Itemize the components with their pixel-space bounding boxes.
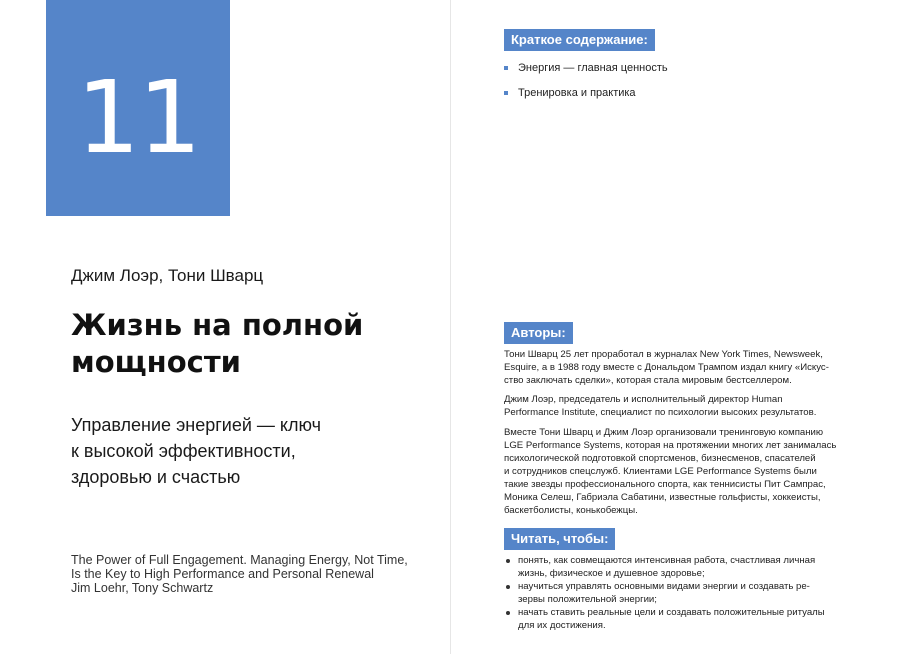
author-bio-paragraph <box>504 393 844 419</box>
original-title-line: The Power of Full Engagement. Managing Energy, Not Time, <box>71 553 408 567</box>
summary-list <box>504 57 668 107</box>
bio-line: Джим Лоэр, председатель и исполнительный директор Human <box>504 394 783 405</box>
bio-line: и сотрудников спецслужб. Клиентами LGE Performance Systems были <box>504 466 817 477</box>
book-subtitle-line: к высокой эффективности, <box>71 441 296 461</box>
bio-line: Тони Шварц 25 лет проработал в журналах New York Times, Newsweek, <box>504 349 823 360</box>
bio-line: Вместе Тони Шварц и Джим Лоэр организовали тренинговую компанию <box>504 427 824 438</box>
chapter-number: 11 <box>76 59 200 176</box>
bio-line: Esquire, а в 1988 году вместе с Дональдом Трампом издал книгу «Искус- <box>504 362 829 373</box>
summary-item[interactable] <box>504 57 668 82</box>
read-to-line: начать ставить реальные цели и создавать положительные ритуалы <box>518 607 825 618</box>
bio-line: Моника Селеш, Габриэла Сабатини, известные гольфисты, хоккеисты, <box>504 492 821 503</box>
read-to-item <box>504 606 844 632</box>
bio-line: психологической подготовкой спортсменов, бизнесменов, спасателей <box>504 453 816 464</box>
bio-line: Performance Institute, специалист по психологии высоких результатов. <box>504 407 817 418</box>
bio-line: такие звезды профессионального спорта, как теннисисты Пит Сампрас, <box>504 479 826 490</box>
original-title <box>71 553 451 595</box>
read-to-list <box>504 554 844 632</box>
author-bio-paragraph <box>504 426 844 517</box>
read-to-line: зервы положительной энергии; <box>518 594 657 605</box>
bio-line: ство заключать сделки», которая стала мировым бестселлером. <box>504 375 792 386</box>
read-to-line: для их достижения. <box>518 620 606 631</box>
read-to-line: научиться управлять основными видами энергии и создавать ре- <box>518 581 810 592</box>
bullet-icon <box>506 611 510 615</box>
bio-line: LGE Performance Systems, которая на протяжении многих лет занималась <box>504 440 837 451</box>
bullet-icon <box>506 559 510 563</box>
book-subtitle-line: здоровью и счастью <box>71 467 241 487</box>
chapter-number-block <box>46 0 230 216</box>
original-authors-line: Jim Loehr, Tony Schwartz <box>71 581 214 595</box>
bullet-icon <box>506 585 510 589</box>
summary-heading: Краткое содержание: <box>504 29 655 51</box>
summary-item-label: Тренировка и практика <box>518 87 636 99</box>
book-title-line: мощности <box>71 345 241 379</box>
read-to-item <box>504 554 844 580</box>
summary-item-label: Энергия — главная ценность <box>518 62 668 74</box>
read-to-heading: Читать, чтобы: <box>504 528 615 550</box>
book-title <box>71 307 431 381</box>
bio-line: баскетболисты, конькобежцы. <box>504 505 638 516</box>
summary-item[interactable] <box>504 82 668 107</box>
book-subtitle-line: Управление энергией — ключ <box>71 415 321 435</box>
read-to-line: жизнь, физическое и душевное здоровье; <box>518 568 705 579</box>
read-to-item <box>504 580 844 606</box>
author-bio-paragraph <box>504 348 844 387</box>
authors-heading: Авторы: <box>504 322 573 344</box>
book-authors: Джим Лоэр, Тони Шварц <box>71 266 264 285</box>
book-subtitle <box>71 412 431 490</box>
square-bullet-icon <box>504 66 508 70</box>
square-bullet-icon <box>504 91 508 95</box>
book-title-line: Жизнь на полной <box>71 308 364 342</box>
read-to-line: понять, как совмещаются интенсивная работа, счастливая личная <box>518 555 816 566</box>
original-title-line: Is the Key to High Performance and Personal Renewal <box>71 567 374 581</box>
